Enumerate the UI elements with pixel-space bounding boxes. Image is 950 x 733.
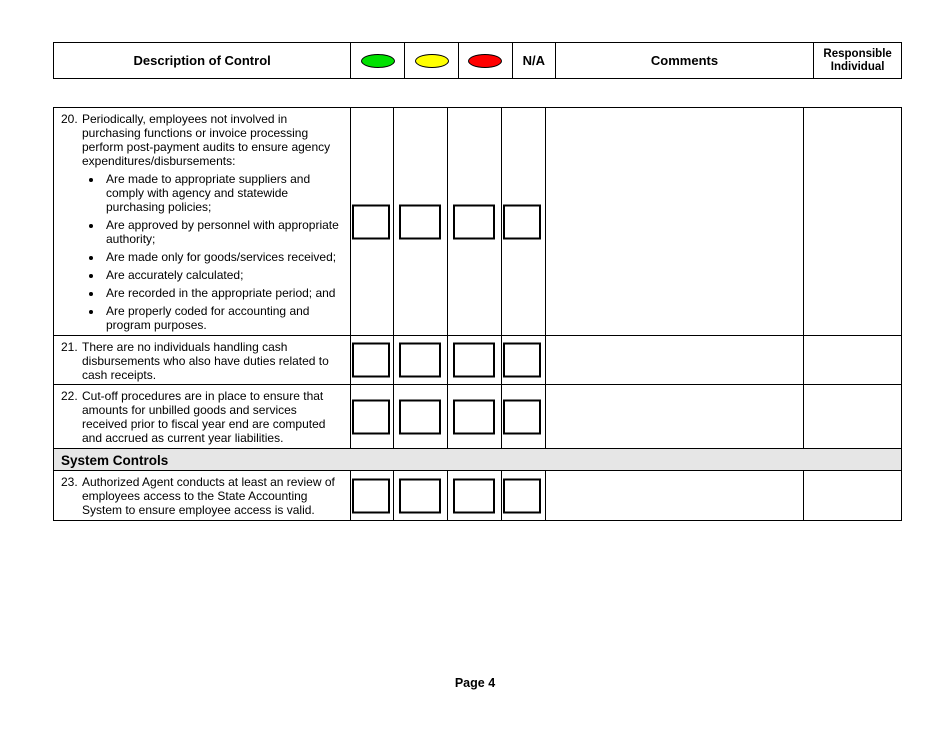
na-header: N/A	[513, 43, 556, 78]
red-cell	[448, 336, 502, 384]
green-checkbox[interactable]	[352, 343, 390, 378]
yellow-checkbox[interactable]	[399, 478, 441, 513]
yellow-cell	[394, 336, 448, 384]
red-checkbox[interactable]	[453, 478, 495, 513]
red-cell	[448, 108, 502, 335]
table-row	[54, 471, 901, 520]
bullet-item: • Are recorded in the appropriate period; and	[103, 286, 344, 300]
responsible-cell[interactable]	[804, 471, 901, 520]
yellow-status-header	[405, 43, 459, 78]
control-number: 21.	[61, 340, 78, 354]
controls-table	[53, 107, 902, 521]
control-number: 22.	[61, 389, 78, 403]
na-cell	[502, 108, 546, 335]
bullet-item: • Are accurately calculated;	[103, 268, 344, 282]
responsible-header	[814, 43, 901, 78]
na-cell	[502, 471, 546, 520]
red-checkbox[interactable]	[453, 204, 495, 239]
red-cell	[448, 385, 502, 448]
responsible-cell[interactable]	[804, 385, 901, 448]
comments-cell[interactable]	[546, 108, 804, 335]
control-text: Authorized Agent conducts at least an review of employees access to the State Accounting System to ensure employee access is valid.	[82, 475, 335, 517]
control-description	[54, 385, 351, 448]
control-description	[54, 336, 351, 384]
red-checkbox[interactable]	[453, 399, 495, 434]
table-row	[54, 108, 901, 336]
control-number: 20.	[61, 112, 78, 126]
green-cell	[351, 471, 394, 520]
red-cell	[448, 471, 502, 520]
table-row	[54, 385, 901, 449]
comments-header: Comments	[556, 43, 814, 78]
yellow-cell	[394, 108, 448, 335]
na-checkbox[interactable]	[503, 343, 541, 378]
bullet-item: • Are approved by personnel with appropriate authority;	[103, 218, 344, 246]
section-title: System Controls	[54, 449, 901, 471]
control-number: 23.	[61, 475, 78, 489]
comments-cell[interactable]	[546, 471, 804, 520]
control-description	[54, 471, 351, 520]
yellow-cell	[394, 471, 448, 520]
header-row	[53, 42, 902, 79]
bullet-list	[61, 172, 344, 332]
bullet-item: • Are properly coded for accounting and program purposes.	[103, 304, 344, 332]
table-row	[54, 336, 901, 385]
control-description	[54, 108, 351, 335]
bullet-item: • Are made only for goods/services received;	[103, 250, 344, 264]
red-status-header	[459, 43, 513, 78]
responsible-line1: Responsible	[823, 47, 892, 60]
na-checkbox[interactable]	[503, 478, 541, 513]
green-checkbox[interactable]	[352, 399, 390, 434]
green-checkbox[interactable]	[352, 204, 390, 239]
control-text: Periodically, employees not involved in purchasing functions or invoice processing perform post-payment audits to ensure agency expenditures/disbursements:	[82, 112, 331, 168]
na-checkbox[interactable]	[503, 204, 541, 239]
na-cell	[502, 336, 546, 384]
bullet-item: • Are made to appropriate suppliers and comply with agency and statewide purchasing policies;	[103, 172, 344, 214]
yellow-oval-icon	[415, 54, 449, 68]
control-text: Cut-off procedures are in place to ensure that amounts for unbilled goods and services received prior to fiscal year end are computed and accrued as current year liabilities.	[82, 389, 326, 445]
green-cell	[351, 385, 394, 448]
na-checkbox[interactable]	[503, 399, 541, 434]
green-cell	[351, 336, 394, 384]
comments-cell[interactable]	[546, 336, 804, 384]
yellow-checkbox[interactable]	[399, 399, 441, 434]
green-cell	[351, 108, 394, 335]
responsible-cell[interactable]	[804, 336, 901, 384]
green-checkbox[interactable]	[352, 478, 390, 513]
green-oval-icon	[361, 54, 395, 68]
yellow-checkbox[interactable]	[399, 204, 441, 239]
red-checkbox[interactable]	[453, 343, 495, 378]
control-text: There are no individuals handling cash disbursements who also have duties related to cash receipts.	[82, 340, 329, 382]
description-header: Description of Control	[54, 43, 351, 78]
yellow-checkbox[interactable]	[399, 343, 441, 378]
green-status-header	[351, 43, 405, 78]
red-oval-icon	[468, 54, 502, 68]
yellow-cell	[394, 385, 448, 448]
responsible-line2: Individual	[830, 60, 885, 73]
page-number: Page 4	[454, 676, 496, 690]
responsible-cell[interactable]	[804, 108, 901, 335]
na-cell	[502, 385, 546, 448]
comments-cell[interactable]	[546, 385, 804, 448]
